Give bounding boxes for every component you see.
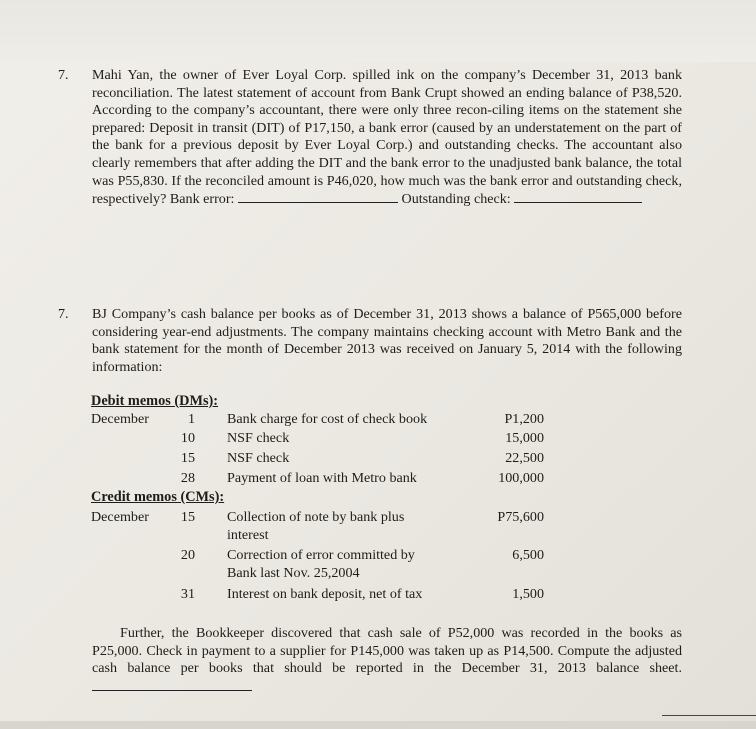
debit-row-day: 10 (180, 430, 195, 446)
debit-row-day: 15 (180, 450, 195, 466)
credit-row-desc: Collection of note by bank plus (227, 509, 405, 525)
credit-memos-title: Credit memos (CMs): (91, 489, 225, 505)
adjusted-balance-blank[interactable] (92, 678, 252, 691)
debit-row-day: 28 (180, 470, 195, 486)
credit-row-amount: 6,500 (512, 547, 544, 563)
bottom-right-rule (662, 715, 756, 716)
question-1-text: Mahi Yan, the owner of Ever Loyal Corp. spilled ink on the company’s December 31, 2013 bank reconciliation. The latest statement of account from Bank Crupt showed an ending balance of P38,520. According to the company’s accountant, there were only three recon-ciling items on the statement she prepared: Deposit in transit (DIT) of P17,150, a bank error (caused by an understatement on the part of the bank for a previous deposit by Ever Loyal Corp.) and outstanding checks. The accountant also clearly remembers that after adding the DIT and the bank error to the unadjusted bank balance, the total was P55,830. If the reconciled amount is P46,020, how much was the bank error and outstanding check, respectively? (92, 67, 682, 208)
debit-row-desc: Bank charge for cost of check book (227, 411, 428, 427)
question-2-text: BJ Company’s cash balance per books as of December 31, 2013 shows a balance of P565,000 before considering year-end adjustments. The company maintains checking account with Metro Bank and the bank statement for the month of December 2013 was received on January 5, 2014 with the following information: (92, 306, 682, 375)
bank-error-label: Bank error: (169, 191, 235, 208)
credit-row-desc: Correction of error committed by (227, 547, 415, 563)
credit-row-day: 31 (180, 586, 195, 602)
further-text: Further, the Bookkeeper discovered that cash sale of P52,000 was recorded in the books as P25,000. Check in payment to a supplier for P145,000 was taken up as P14,500. Compute the adjusted cash balance per books that should be reported in the December 31, 2013 balance sheet. (92, 625, 682, 677)
debit-memos-month: December (91, 411, 149, 427)
bank-error-blank[interactable] (238, 190, 398, 203)
credit-row-day: 20 (180, 547, 195, 563)
question-1-paragraph (92, 67, 682, 209)
credit-row-desc-cont: interest (227, 527, 269, 543)
question-1-number: 7. (58, 67, 69, 83)
credit-memos-month: December (91, 509, 149, 525)
outstanding-check-label: Outstanding check: (401, 191, 511, 208)
credit-row-desc-cont: Bank last Nov. 25,2004 (227, 565, 360, 581)
credit-row-desc: Interest on bank deposit, net of tax (227, 586, 423, 602)
debit-row-desc: Payment of loan with Metro bank (227, 470, 417, 486)
debit-memos-title: Debit memos (DMs): (91, 393, 219, 409)
outstanding-check-blank[interactable] (514, 190, 642, 203)
debit-row-day: 1 (187, 411, 195, 427)
debit-row-amount: P1,200 (504, 411, 544, 427)
debit-row-amount: 100,000 (498, 470, 544, 486)
debit-row-amount: 15,000 (505, 430, 544, 446)
debit-row-amount: 22,500 (505, 450, 544, 466)
further-paragraph (92, 625, 682, 696)
debit-row-desc: NSF check (227, 450, 290, 466)
question-2-number: 7. (58, 306, 69, 322)
top-margin (0, 0, 756, 62)
credit-row-amount: P75,600 (497, 509, 544, 525)
credit-row-day: 15 (180, 509, 195, 525)
bottom-margin (0, 721, 756, 729)
credit-row-amount: 1,500 (512, 586, 544, 602)
debit-row-desc: NSF check (227, 430, 290, 446)
